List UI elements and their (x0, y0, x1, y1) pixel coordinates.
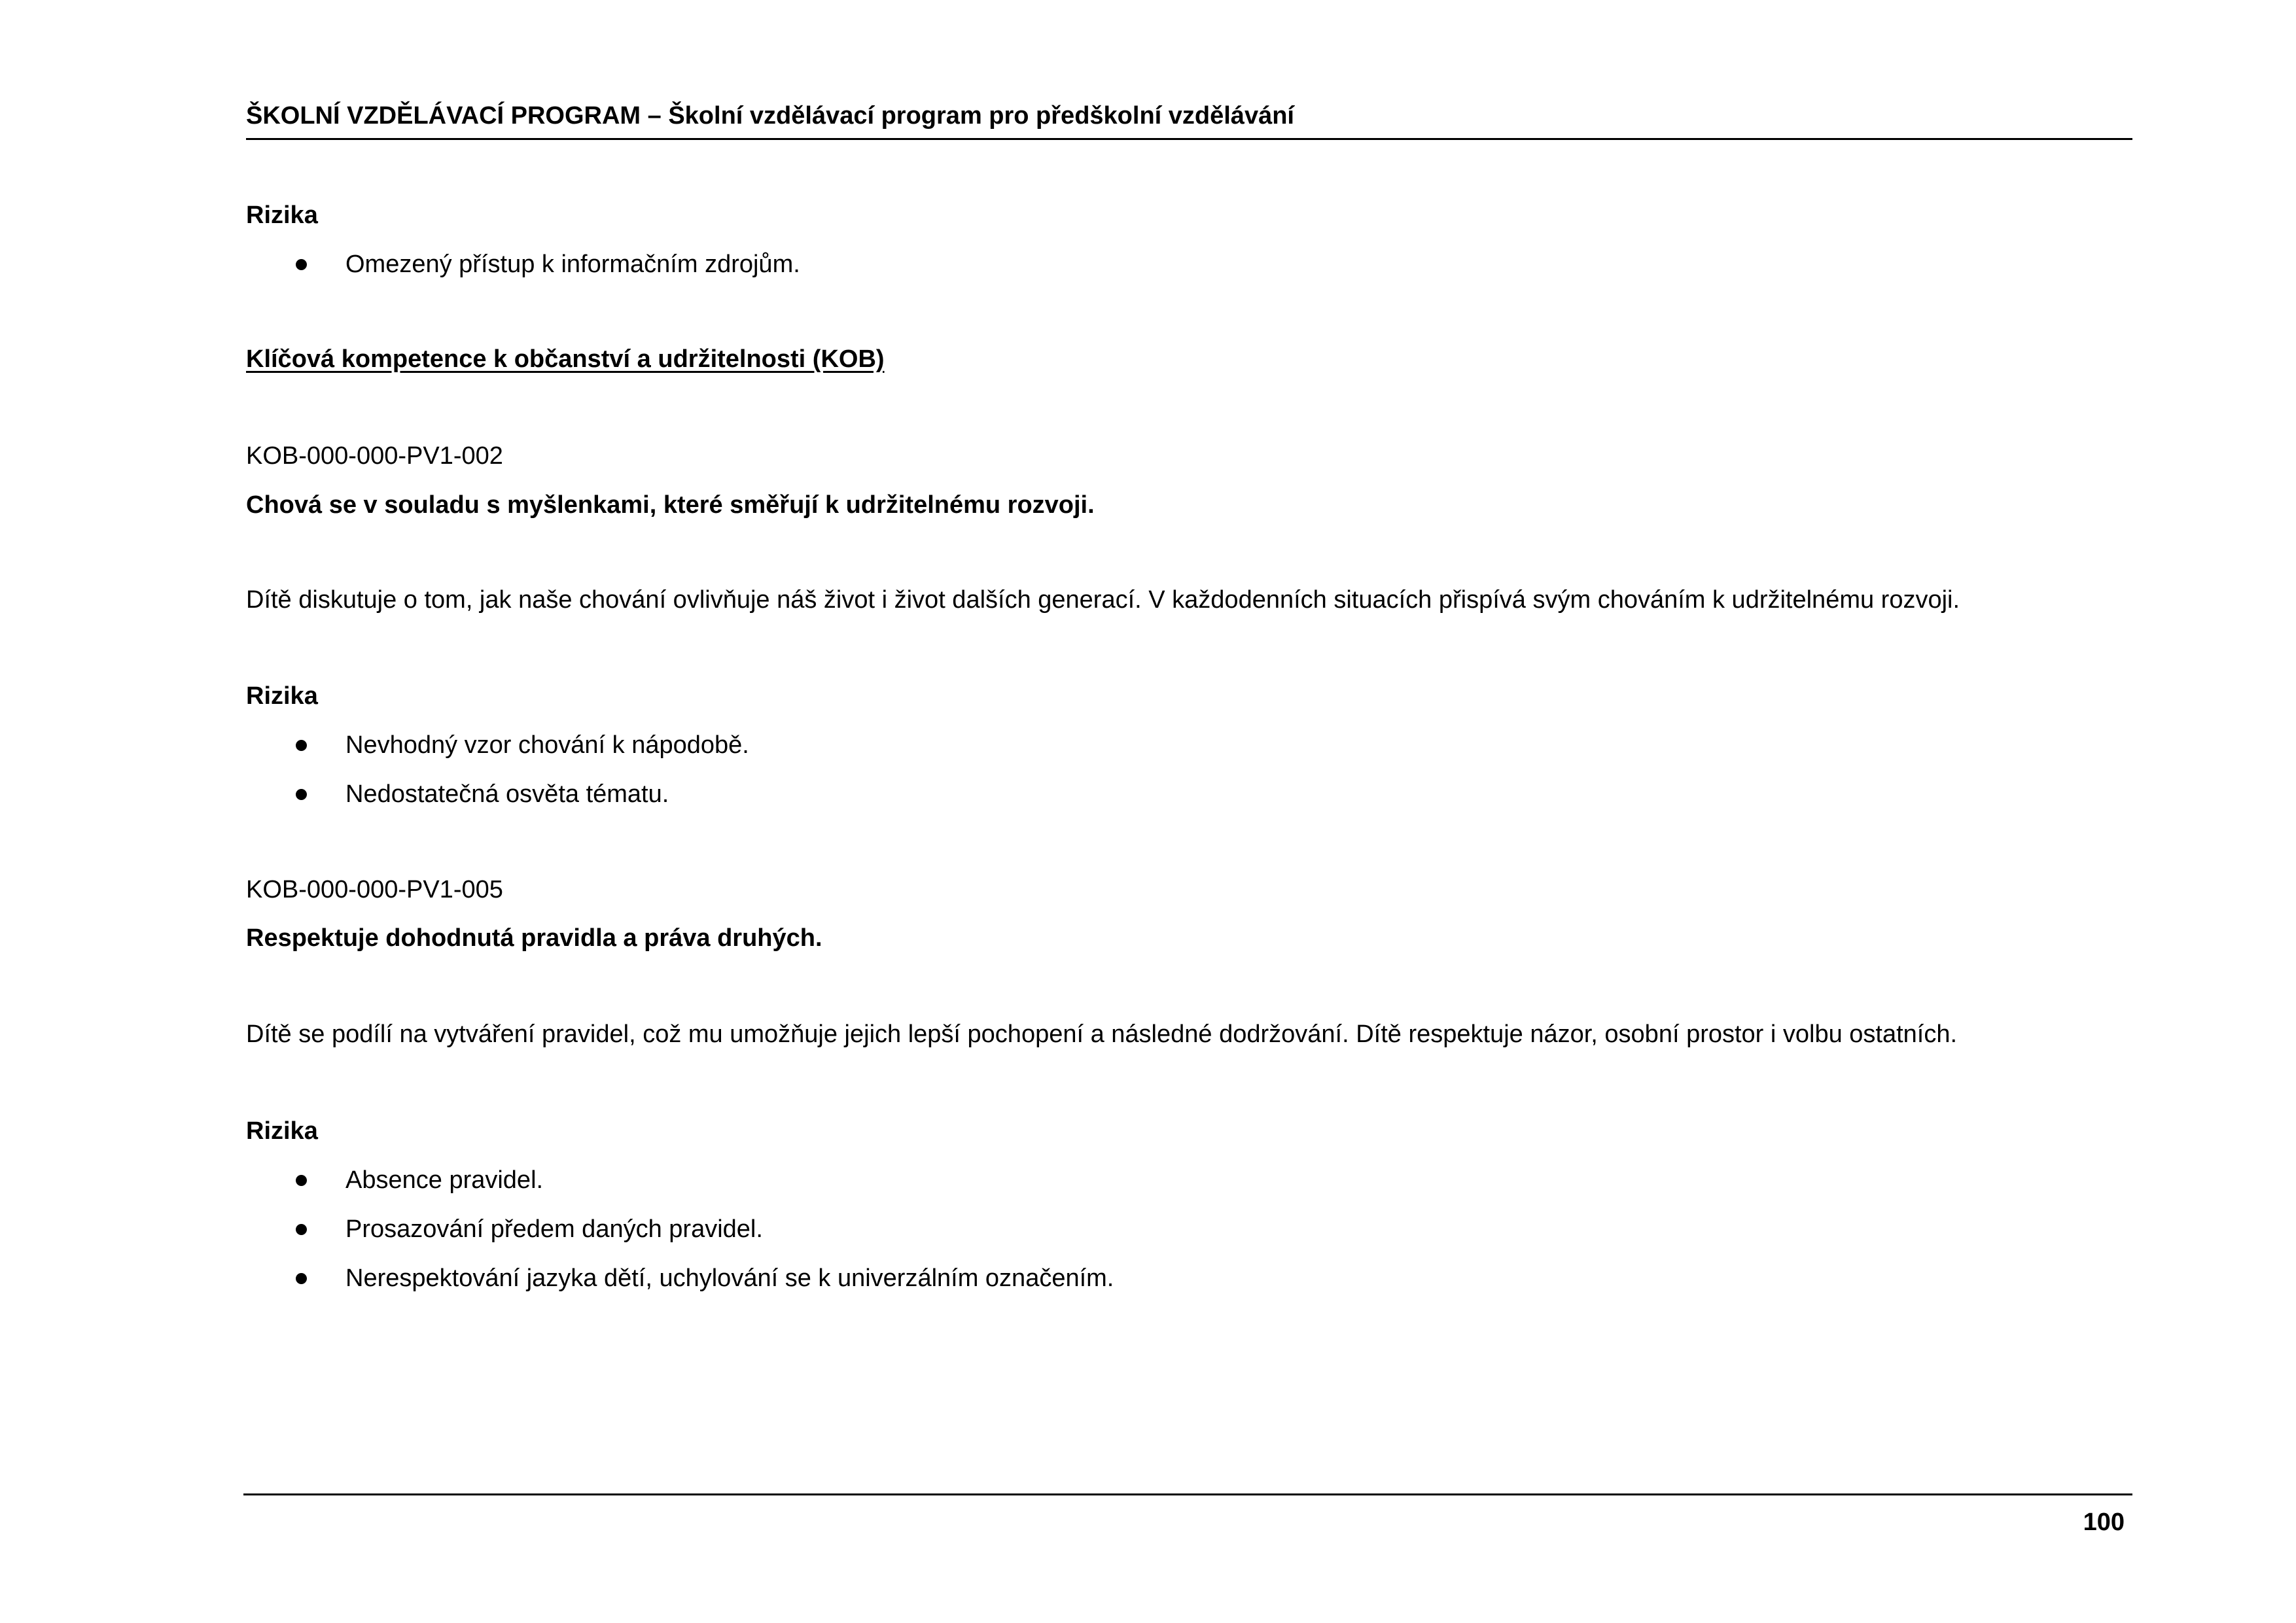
page-footer (243, 1493, 2132, 1536)
bullet-icon (296, 1224, 307, 1235)
document-title: ŠKOLNÍ VZDĚLÁVACÍ PROGRAM – Školní vzdělávací program pro předškolní vzdělávání (246, 102, 1294, 130)
competence-title: Chová se v souladu s myšlenkami, které směřují k udržitelnému rozvoji. (246, 491, 1095, 519)
bullet-icon (296, 1175, 307, 1186)
competence-title: Respektuje dohodnutá pravidla a práva druhých. (246, 924, 822, 952)
competence-code: KOB-000-000-PV1-005 (246, 876, 503, 903)
section-heading: Klíčová kompetence k občanství a udržitelnosti (KOB) (246, 345, 885, 373)
risks-heading: Rizika (246, 682, 318, 710)
page-header (246, 98, 2132, 140)
competence-description: Dítě se podílí na vytváření pravidel, což mu umožňuje jejich lepší pochopení a následné dodržování. Dítě respektuje názor, osobní prostor i volbu ostatních. (246, 1021, 1958, 1048)
bullet-icon (296, 789, 307, 800)
competence-description: Dítě diskutuje o tom, jak naše chování ovlivňuje náš život i život dalších generací. V každodenních situacích přispívá svým chováním k udržitelnému rozvoji. (246, 586, 1960, 614)
bullet-icon (296, 740, 307, 751)
bullet-icon (296, 1273, 307, 1284)
competence-code: KOB-000-000-PV1-002 (246, 442, 503, 470)
risks-heading: Rizika (246, 201, 318, 229)
bullet-icon (296, 259, 307, 270)
risks-heading: Rizika (246, 1117, 318, 1145)
page-number: 100 (2083, 1509, 2125, 1536)
